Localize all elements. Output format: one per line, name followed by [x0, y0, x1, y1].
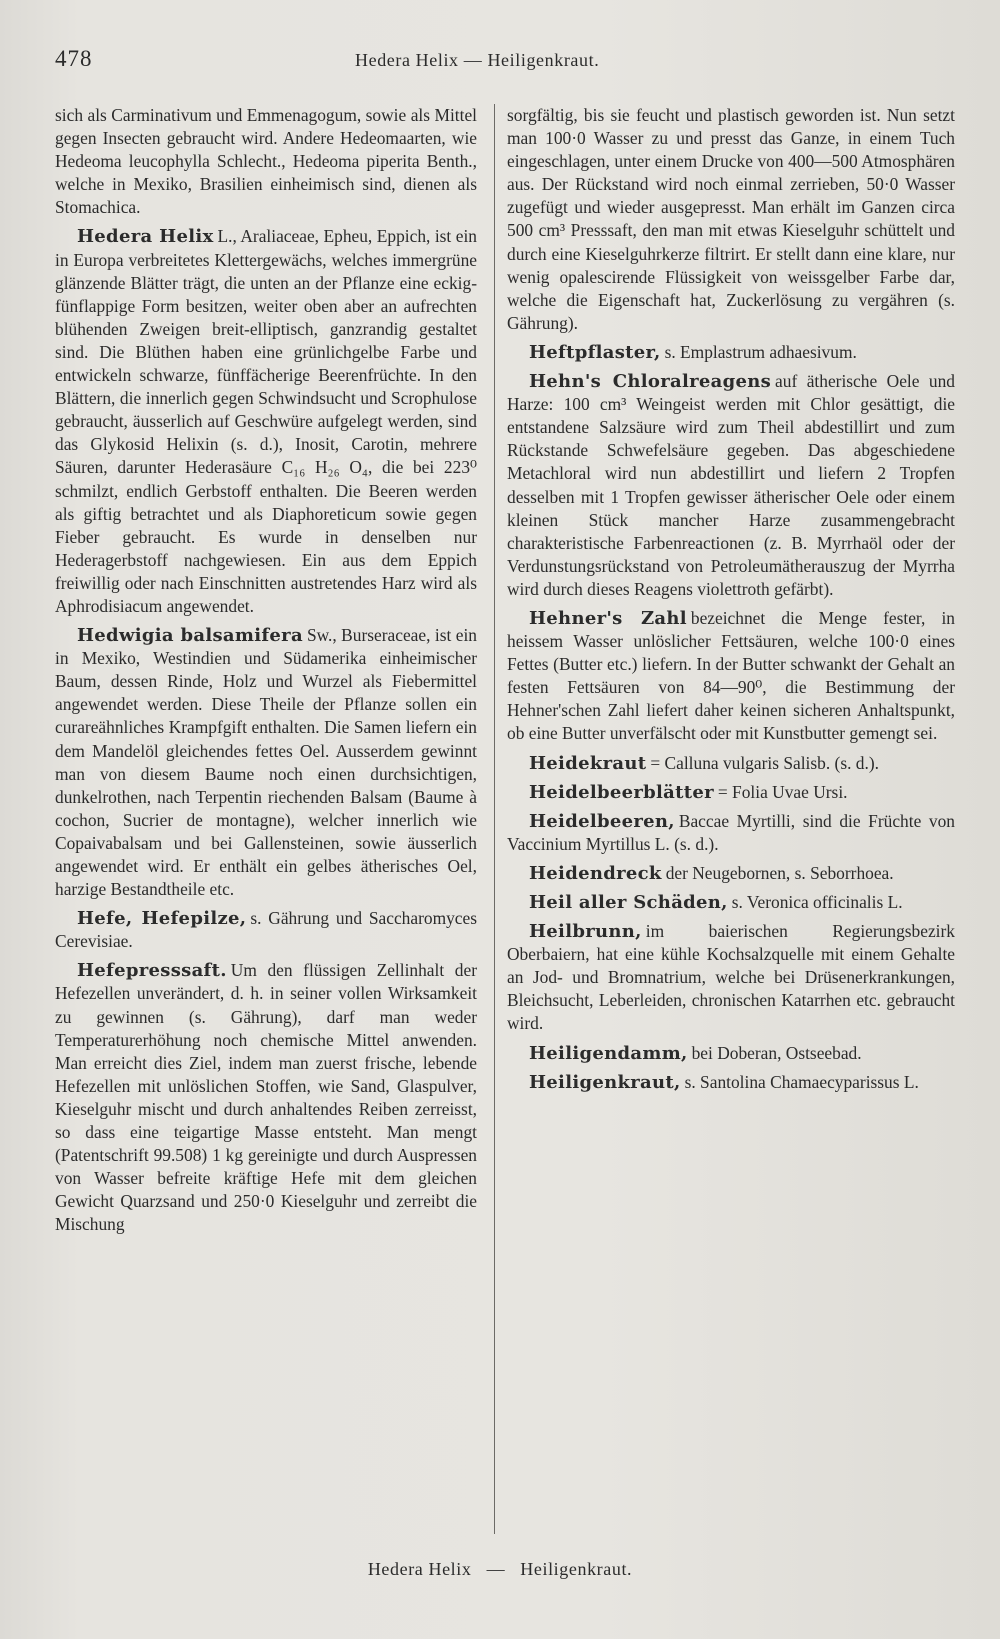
- entry-text: Baccae Myrtilli, sind die Früchte von Vaccinium Myrtillus L. (s. d.).: [507, 810, 955, 854]
- entry: [507, 781, 955, 804]
- entry: [507, 370, 955, 601]
- entry: [507, 341, 955, 364]
- entry-text: s. Santolina Chamaecyparissus L.: [684, 1071, 919, 1092]
- entry-headword: Heidelbeeren,: [529, 810, 675, 832]
- entry-headword: Hehner's Zahl: [529, 607, 687, 629]
- column-divider: [494, 104, 495, 1534]
- entry-text: s. Gährung und Saccharomyces Cerevisiae.: [55, 908, 477, 952]
- entry-text: im baierischen Regierungsbezirk Oberbaiern, hat eine kühle Kochsalzquelle mit einem Gehalte an Jod- und Bromnatrium, welche bei Drüsenerkrankungen, Bleichsucht, Leberleiden, chronischen Katarrhen etc. gebraucht wird.: [507, 921, 955, 1034]
- left-column: [55, 104, 477, 1237]
- page-number: 478: [55, 46, 93, 71]
- entry: [55, 104, 477, 219]
- right-column: [507, 104, 955, 1094]
- entry-text: Um den flüssigen Zellinhalt der Hefezellen unverändert, d. h. in seiner vollen Wirksamkeit zu gewinnen (s. Gährung), darf man weder Temperaturerhöhung noch chemische Mittel anwenden. Man erreicht dies Ziel, indem man zuerst frische, lebende Hefezellen mit unlöslichen Stoffen, wie Sand, Glaspulver, Kieselguhr mischt und durch anhaltendes Reiben zerreisst, so dass eine teigartige Masse entsteht. Man mengt (Patentschrift 99.508) 1 kg gereinigte und durch Auspressen von Wasser befreite kräftige Hefe mit dem gleichen Gewicht Quarzsand und 250·0 Kieselguhr und zerreibt die Mischung: [55, 960, 477, 1235]
- entry-text: bezeichnet die Menge fester, in heissem Wasser unlöslicher Fettsäuren, welche 100·0 eines Fettes (Butter etc.) liefern. In der Butter schwankt der Gehalt an festen Fettsäuren von 84—90⁰, die Bestimmung der Hehner'schen Zahl liefert daher keinen sicheren Anhaltspunkt, ob eine Butter unverfälscht oder mit Kunstbutter gemengt sei.: [507, 607, 955, 744]
- entry: [507, 104, 955, 335]
- entry-text: s. Veronica officinalis L.: [731, 892, 903, 912]
- entry-text: bei Doberan, Ostseebad.: [691, 1042, 862, 1063]
- entry-text: = Calluna vulgaris Salisb. (s. d.).: [650, 752, 879, 773]
- entry-text: = Folia Uvae Ursi.: [717, 781, 848, 802]
- entry-headword: Heidekraut: [529, 752, 647, 774]
- footer-left: Hedera Helix: [367, 1559, 472, 1579]
- running-title: Hedera Helix — Heiligenkraut.: [355, 50, 600, 70]
- footer-right: Heiligenkraut.: [520, 1559, 633, 1579]
- entry-text: sich als Carminativum und Emmenagogum, sowie als Mittel gegen Insecten gebraucht wird. Andere Hedeomaarten, wie Hedeoma leucophylla Schlecht., Hedeoma piperita Benth., welche in Mexiko, Brasilien einheimisch sind, dienen als Stomachica.: [55, 105, 477, 218]
- entry-text: der Neugebornen, s. Seborrhoea.: [665, 862, 894, 883]
- entry-text: auf ätherische Oele und Harze: 100 cm³ Weingeist werden mit Chlor gesättigt, die entstandene Salzsäure wird zum Theil abdestillirt und zum Rückstande Schwefelsäure gegeben. Das abgeschiedene Metachloral wird nun abdestillirt und liefern 2 Tropfen desselben mit 1 Tropfen gewisser ätherischer Oele oder einem kleinen Stück mancher Harze zusammengebracht charakteristische Farbenreactionen (z. B. Myrrhaöl oder der Verdunstungsrückstand von Petroleumätherauszug der Myrrha wird durch dieses Reagens violettroth gefärbt).: [507, 371, 955, 599]
- entry-text: Sw., Burseraceae, ist ein in Mexiko, Westindien und Südamerika einheimischer Baum, dessen Rinde, Holz und Wurzel als Fiebermittel angewendet werden. Diese Theile der Pflanze sollen ein curareähnliches Krampfgift enthalten. Die Samen liefern ein dem Mandelöl gleichendes fettes Oel. Ausserdem gewinnt man von diesem Baume noch einen durchsichtigen, dunkelrothen, nach Terpentin riechenden Balsam (Baume à cochon, Sucrier de montagne), welcher innerlich wie Copaivabalsam und bei Gallensteinen, sowie äusserlich angewendet wird. Er enthält ein gelbes ätherisches Oel, harzige Bestandtheile etc.: [55, 625, 478, 900]
- entry: [507, 810, 955, 856]
- entry: [507, 607, 955, 746]
- entry-headword: Heiligendamm,: [529, 1042, 688, 1064]
- entry: [55, 624, 477, 901]
- entry: [507, 862, 955, 885]
- entry: [507, 752, 955, 775]
- entry: [55, 225, 477, 618]
- entry-text: L., Araliaceae, Epheu, Eppich, ist ein in Europa verbreitetes Klettergewächs, welches immergrüne glänzende Blätter trägt, die unten an der Pflanze eine eckig-fünflappige Form besitzen, weiter oben aber an aufrechten blühenden Zweigen breit-elliptisch, ganzrandig gestaltet sind. Die Blüthen haben eine grünlichgelbe Farbe und entwickeln schwarze, fünffächerige Beerenfrüchte. In den Blättern, die innerlich gegen Schwindsucht und Scrophulose gebraucht, äusserlich auf Geschwüre aufgelegt werden, sind das Glykosid Helixin (s. d.), Inosit, Carotin, mehrere Säuren, darunter Hederasäure C₁₆ H₂₆ O₄, die bei 223⁰ schmilzt, endlich Gerbstoff enthalten. Die Beeren werden als giftig betrachtet und als Diaphoreticum sowie gegen Fieber gebraucht. Es wurde in denselben nur Hederagerbstoff nachgewiesen. Ein aus dem Eppich freiwillig oder nach Einschnitten austretendes Harz wird als Aphrodisiacum angewendet.: [55, 226, 477, 616]
- page-header: [55, 46, 960, 86]
- footer-dash: —: [486, 1559, 506, 1579]
- page-footer: [0, 1559, 1000, 1580]
- entry-headword: Hefepresssaft.: [77, 960, 227, 982]
- entry-headword: Hefe, Hefepilze,: [77, 908, 247, 930]
- entry-headword: Hehn's Chloralreagens: [529, 371, 772, 393]
- entry-headword: Heidelbeerblätter: [529, 781, 714, 803]
- entry-headword: Heftpflaster,: [529, 341, 661, 363]
- entry-text: sorgfältig, bis sie feucht und plastisch geworden ist. Nun setzt man 100·0 Wasser zu und presst das Ganze, in einem Tuch eingeschlagen, unter einem Drucke von 400—500 Atmosphären aus. Der Rückstand wird noch einmal zerrieben, 50·0 Wasser zugefügt und wieder ausgepresst. Man erhält im Ganzen circa 500 cm³ Presssaft, den man mit etwas Kieselguhr schüttelt und durch eine Kieselguhrkerze filtrirt. Er stellt dann eine klare, nur wenig opalescirende Flüssigkeit von weissgelber Farbe dar, welche die Eigenschaft hat, Zuckerlösung zu vergähren (s. Gährung).: [507, 105, 955, 333]
- entry: [507, 1071, 955, 1094]
- entry-headword: Heidendreck: [529, 862, 662, 884]
- entry-headword: Heiligenkraut,: [529, 1071, 681, 1093]
- entry-headword: Hedwigia balsamifera: [77, 625, 303, 647]
- entry: [507, 1042, 955, 1065]
- entry: [55, 959, 477, 1236]
- entry-text: s. Emplastrum adhaesivum.: [664, 341, 857, 362]
- entry: [507, 920, 955, 1035]
- entry-headword: Heil aller Schäden,: [529, 892, 728, 913]
- entry-headword: Heilbrunn,: [529, 921, 642, 943]
- entry: [507, 891, 955, 914]
- entry: [55, 907, 477, 953]
- entry-headword: Hedera Helix: [77, 226, 214, 248]
